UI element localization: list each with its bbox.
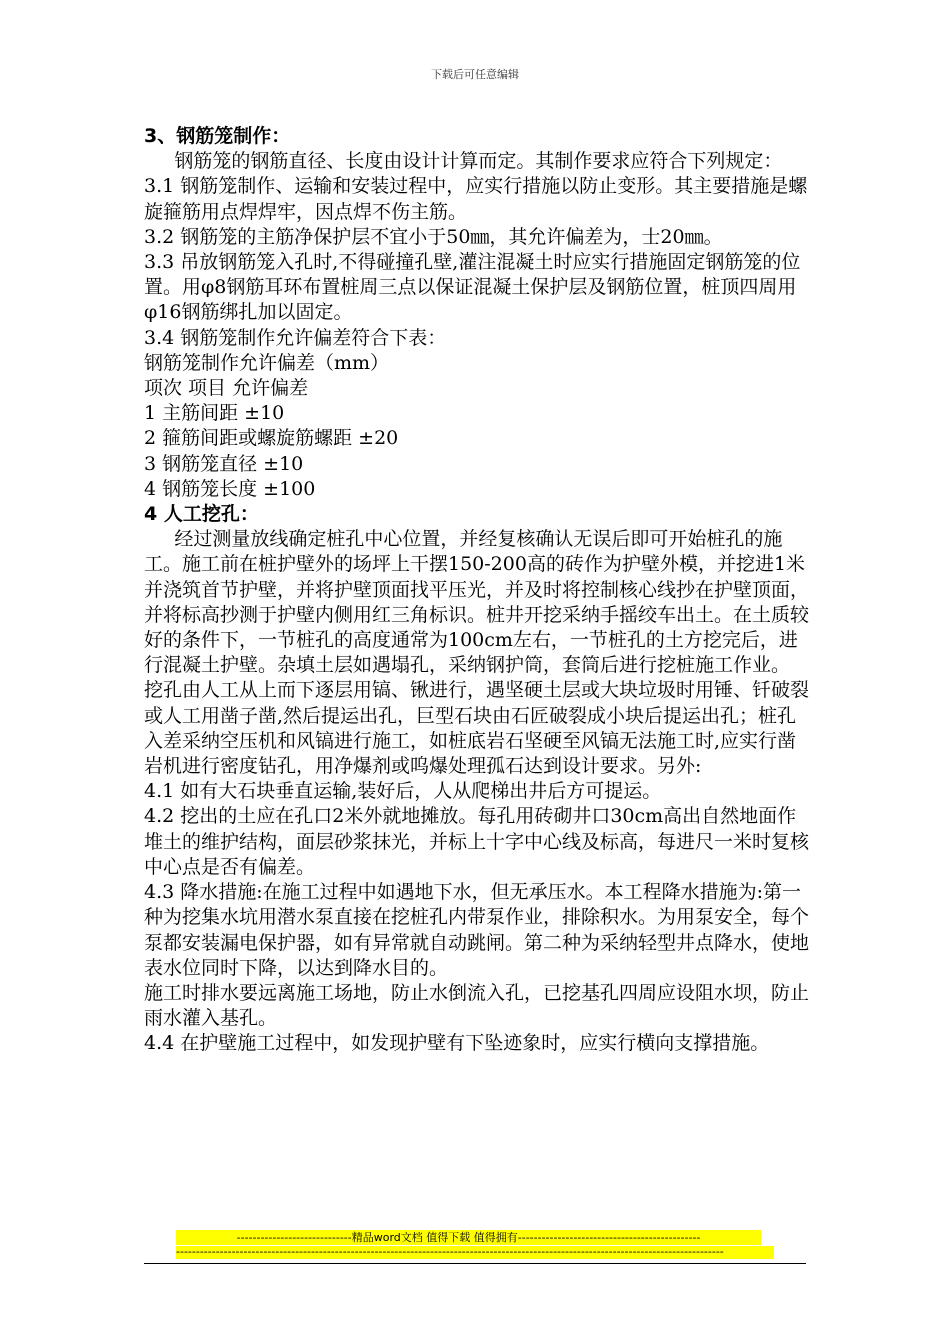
table-header: 项次 项目 允许偏差 xyxy=(144,377,309,400)
section-heading-3: 3、钢筋笼制作： xyxy=(144,125,291,147)
table-row: 3 钢筋笼直径 ±10 xyxy=(144,452,304,475)
footer-banner: -----------------------------精品word文档 值得下载 值得拥有---------------------------------------------- xyxy=(176,1230,761,1245)
paragraph: 3.3 吊放钢筋笼入孔时,不得碰撞孔壁,灌注混凝土时应实行措施固定钢筋笼的位置。用φ8钢筋耳环布置桩周三点以保证混凝土保护层及钢筋位置，桩顶四周用φ16钢筋绑扎加以固定。 xyxy=(144,251,801,324)
section-heading-4: 4 人工挖孔： xyxy=(144,503,259,526)
paragraph: 挖孔由人工从上而下逐层用镐、锹进行，遇坚硬土层或大块垃圾时用锤、钎破裂或人工用凿子凿,然后提运出孔，巨型石块由石匠破裂成小块后提运出孔；桩孔入差采纳空压机和风镐进行施工，如桩底岩石坚硬至风镐无法施工时,应实行凿岩机进行密度钻孔，用净爆剂或呜爆处理孤石达到设计要求。另外: xyxy=(144,679,810,778)
paragraph: 3.4 钢筋笼制作允许偏差符合下表： xyxy=(144,326,447,349)
paragraph: 4.2 挖出的土应在孔口2米外就地摊放。每孔用砖砌井口30cm高出自然地面作堆土的维护结构，面层砂浆抹光，并标上十字中心线及标高，每进尺一米时复核中心点是否有偏差。 xyxy=(144,805,810,878)
paragraph: 施工时排水要远离施工场地，防止水倒流入孔，已挖基孔四周应设阻水坝，防止雨水灌入基孔。 xyxy=(144,981,810,1030)
paragraph: 3.1 钢筋笼制作、运输和安装过程中，应实行措施以防止变形。其主要措施是螺旋箍筋用点焊焊牢，因点焊不伤主筋。 xyxy=(144,175,808,223)
paragraph: 3.2 钢筋笼的主筋净保护层不宜小于50㎜，其允许偏差为，士20㎜。 xyxy=(144,225,723,248)
paragraph: 钢筋笼的钢筋直径、长度由设计计算而定。其制作要求应符合下列规定： xyxy=(174,150,783,173)
paragraph: 4.4 在护壁施工过程中，如发现护壁有下坠迹象时，应实行横向支撑措施。 xyxy=(144,1032,770,1055)
paragraph: 经过测量放线确定桩孔中心位置，并经复核确认无误后即可开始桩孔的施工。施工前在桩护壁外的场坪上干摆150-200高的砖作为护壁外模，并挖进1米并浇筑首节护壁，并将护壁顶面找平压光，并及时将控制核心线抄在护壁顶面，并将标高抄测于护壁内侧用红三角标识。桩井开挖采纳手摇绞车出土。在土质较好的条件下，一节桩孔的高度通常为100cm左右，一节桩孔的土方挖完后，进行混凝土护壁。杂填土层如遇塌孔，采纳钢护筒，套筒后进行挖桩施工作业。 xyxy=(144,528,810,677)
table-row: 2 箍筋间距或螺旋筋螺距 ±20 xyxy=(144,427,399,450)
table-caption: 钢筋笼制作允许偏差（mm） xyxy=(144,351,390,374)
page-header: 下载后可任意编辑 xyxy=(431,68,519,81)
footer-rule xyxy=(144,1263,806,1264)
footer-dash-line: ------------------------------------------------------------------------------------------------------------------------------------------ xyxy=(176,1246,774,1259)
paragraph: 4.3 降水措施:在施工过程中如遇地下水，但无承压水。本工程降水措施为:第一种为挖集水坑用潜水泵直接在挖桩孔内带泵作业，排除积水。为用泵安全，每个泵都安装漏电保护器，如有异常就自动跳闸。第二种为采纳轻型井点降水，使地表水位同时下降，以达到降水目的。 xyxy=(144,881,810,979)
table-row: 1 主筋间距 ±10 xyxy=(144,402,285,425)
table-row: 4 钢筋笼长度 ±100 xyxy=(144,477,316,500)
paragraph: 4.1 如有大石块垂直运输,装好后，人从爬梯出井后方可提运。 xyxy=(144,780,662,803)
document-body xyxy=(144,124,812,1057)
